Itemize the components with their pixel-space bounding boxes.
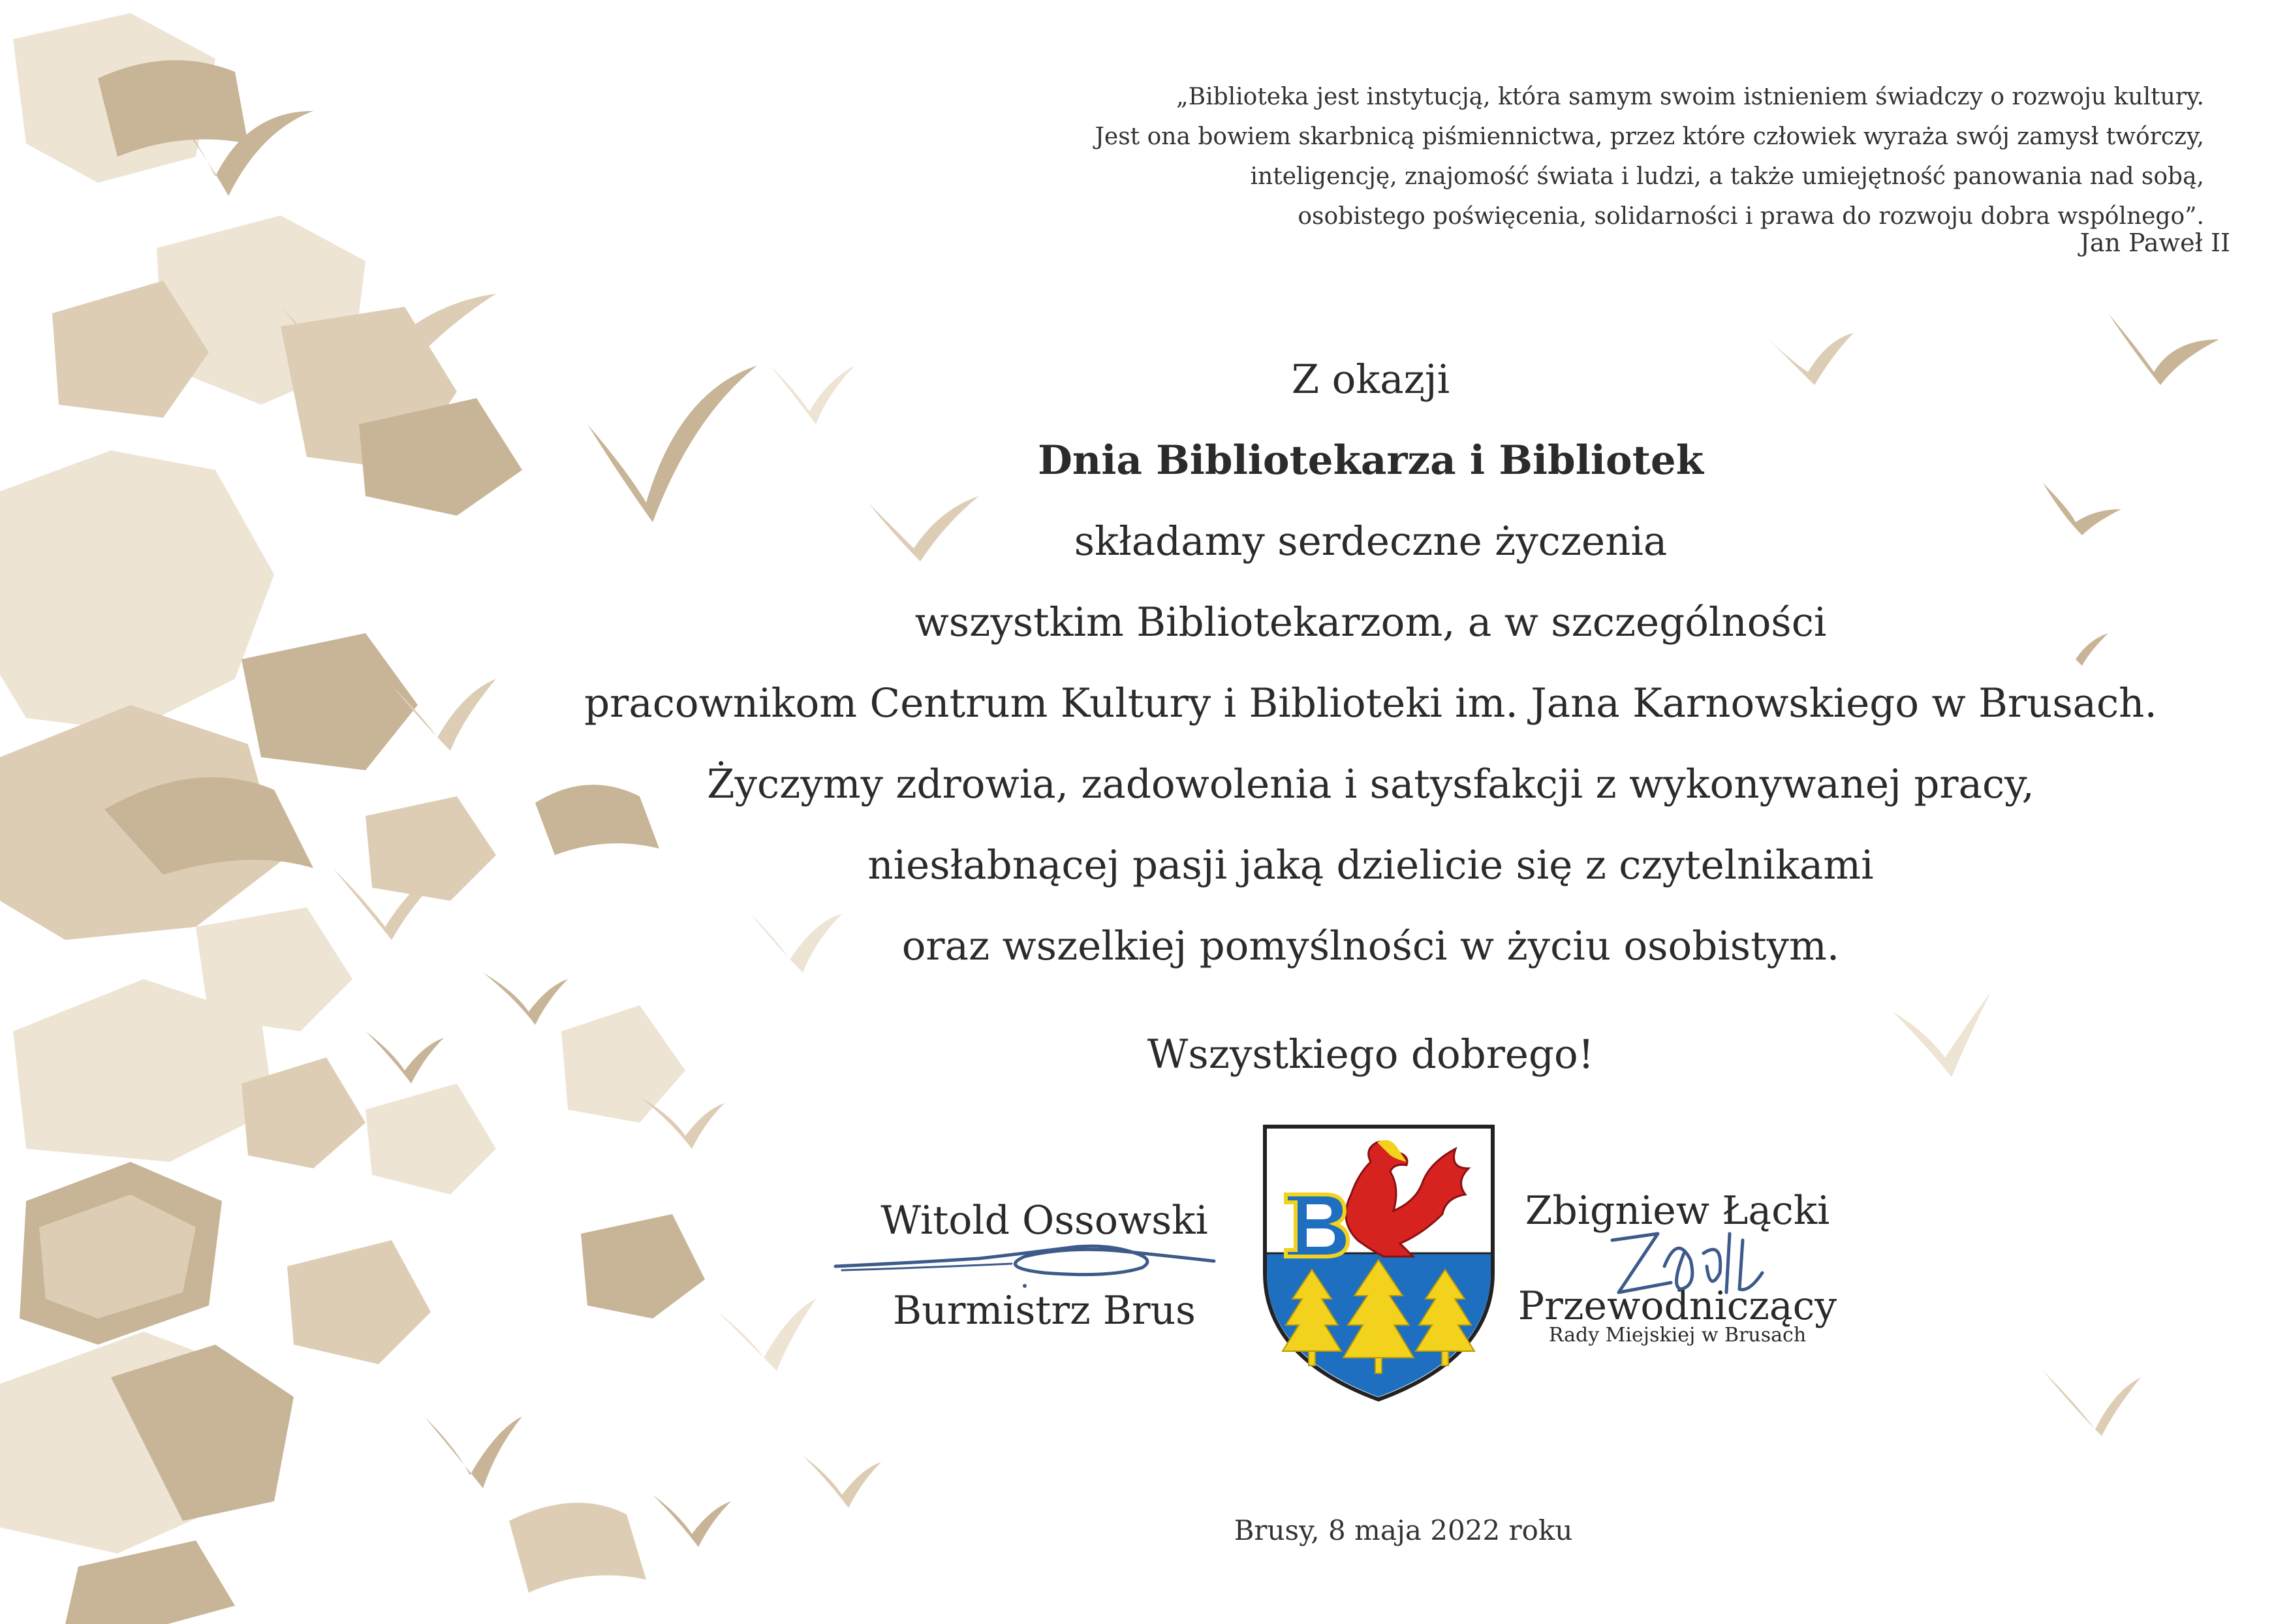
greeting-line: oraz wszelkiej pomyślności w życiu osobistym. [901, 923, 1840, 969]
document-date: Brusy, 8 maja 2022 roku [1234, 1514, 1573, 1546]
greeting-line: pracownikom Centrum Kultury i Biblioteki im. Jana Karnowskiego w Brusach. [584, 680, 2157, 726]
signatory-left-role: Burmistrz Brus [893, 1288, 1196, 1334]
greeting-line: składamy serdeczne życzenia [1074, 518, 1668, 565]
greeting-intro: Z okazji [1291, 356, 1450, 403]
greeting-text [542, 339, 2200, 1095]
quote-line: Jest ona bowiem skarbnicą piśmiennictwa, przez które człowiek wyraża swój zamysł twórczy, [1095, 123, 2204, 150]
signatory-right-name: Zbigniew Łącki [1525, 1188, 1830, 1234]
quote-author: Jan Paweł II [2079, 228, 2230, 257]
greeting-title: Dnia Bibliotekarza i Bibliotek [1038, 437, 1704, 484]
signature-left-icon [829, 1227, 1221, 1299]
greeting-line: niesłabnącej pasji jaką dzielicie się z czytelnikami [867, 842, 1874, 888]
quote-line: inteligencję, znajomość świata i ludzi, a także umiejętność panowania nad sobą, [1250, 163, 2204, 190]
greeting-line: wszystkim Bibliotekarzom, a w szczególności [914, 599, 1827, 646]
quote-block [899, 77, 2204, 236]
signature-right-icon [1599, 1214, 1782, 1319]
quote-line: osobistego poświęcenia, solidarności i prawa do rozwoju dobra wspólnego”. [1298, 203, 2204, 230]
signatory-left-name: Witold Ossowski [880, 1198, 1208, 1243]
greeting-line: Życzymy zdrowia, zadowolenia i satysfakcji z wykonywanej pracy, [707, 761, 2034, 807]
greeting-closing: Wszystkiego dobrego! [1147, 1031, 1595, 1078]
signatory-right-subtitle: Rady Miejskiej w Brusach [1548, 1324, 1807, 1347]
coat-of-arms-icon [1260, 1123, 1498, 1403]
quote-line: „Biblioteka jest instytucją, która samym swoim istnieniem świadczy o rozwoju kultury. [1176, 84, 2204, 110]
signatory-right-role: Przewodniczący [1518, 1283, 1837, 1329]
